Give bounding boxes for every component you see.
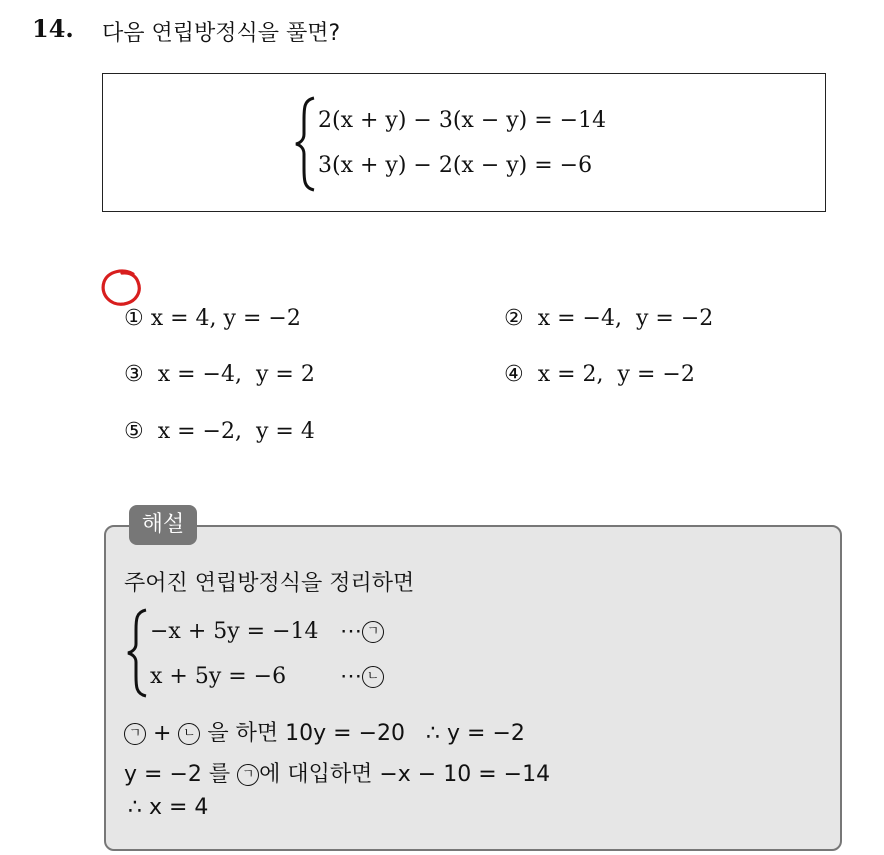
choice-4[interactable] xyxy=(490,337,695,387)
question-text: 다음 연립방정식을 풀면? xyxy=(102,21,341,46)
circled-nieun-icon: ㄴ xyxy=(362,666,384,688)
solution-eq-2-text: x + 5y = −6 xyxy=(150,664,287,689)
choice-2[interactable] xyxy=(490,281,713,331)
choice-4-text: x = 2, y = −2 xyxy=(537,362,695,387)
circled-giyeok-icon: ㄱ xyxy=(124,723,146,745)
solution-tab: 해설 xyxy=(129,505,197,545)
circled-giyeok-icon: ㄱ xyxy=(237,764,259,786)
choice-4-number: ④ xyxy=(504,362,524,387)
choice-3-text: x = −4, y = 2 xyxy=(157,362,315,387)
equation-box xyxy=(102,73,826,212)
solution-line-4 xyxy=(124,757,550,788)
dots: ⋯ xyxy=(340,664,362,689)
choice-1-text: x = 4, y = −2 xyxy=(150,306,301,331)
circled-nieun-icon: ㄴ xyxy=(178,723,200,745)
plus-sign: + xyxy=(153,721,172,746)
solution-brace xyxy=(126,608,150,698)
solution-line-3-text: 을 하면 10y = −20 ∴ y = −2 xyxy=(200,721,525,746)
solution-line-1: 주어진 연립방정식을 정리하면 xyxy=(124,571,415,596)
equation-brace xyxy=(294,96,318,192)
solution-eq-1 xyxy=(150,619,319,644)
choice-3-number: ③ xyxy=(124,362,144,387)
choice-5-number: ⑤ xyxy=(124,419,144,444)
choice-1[interactable] xyxy=(110,281,301,331)
solution-line-5: ∴ x = 4 xyxy=(128,795,209,820)
choice-5[interactable] xyxy=(110,394,315,444)
equation-1: 2(x + y) − 3(x − y) = −14 xyxy=(318,108,607,133)
question-number: 14. xyxy=(32,14,74,43)
solution-eq-2-tag xyxy=(340,664,384,689)
choice-2-text: x = −4, y = −2 xyxy=(537,306,714,331)
circled-giyeok-icon: ㄱ xyxy=(362,621,384,643)
solution-eq-1-text: −x + 5y = −14 xyxy=(150,619,319,644)
solution-line-4-post: 에 대입하면 −x − 10 = −14 xyxy=(259,762,551,787)
choice-3[interactable] xyxy=(110,337,315,387)
equation-2: 3(x + y) − 2(x − y) = −6 xyxy=(318,153,593,178)
solution-eq-1-tag xyxy=(340,619,384,644)
choice-1-number: ① xyxy=(124,306,144,331)
dots: ⋯ xyxy=(340,619,362,644)
choice-2-number: ② xyxy=(504,306,524,331)
solution-line-4-pre: y = −2 를 xyxy=(124,762,238,787)
solution-line-3 xyxy=(124,716,525,747)
choice-5-text: x = −2, y = 4 xyxy=(157,419,315,444)
solution-eq-2 xyxy=(150,664,286,689)
